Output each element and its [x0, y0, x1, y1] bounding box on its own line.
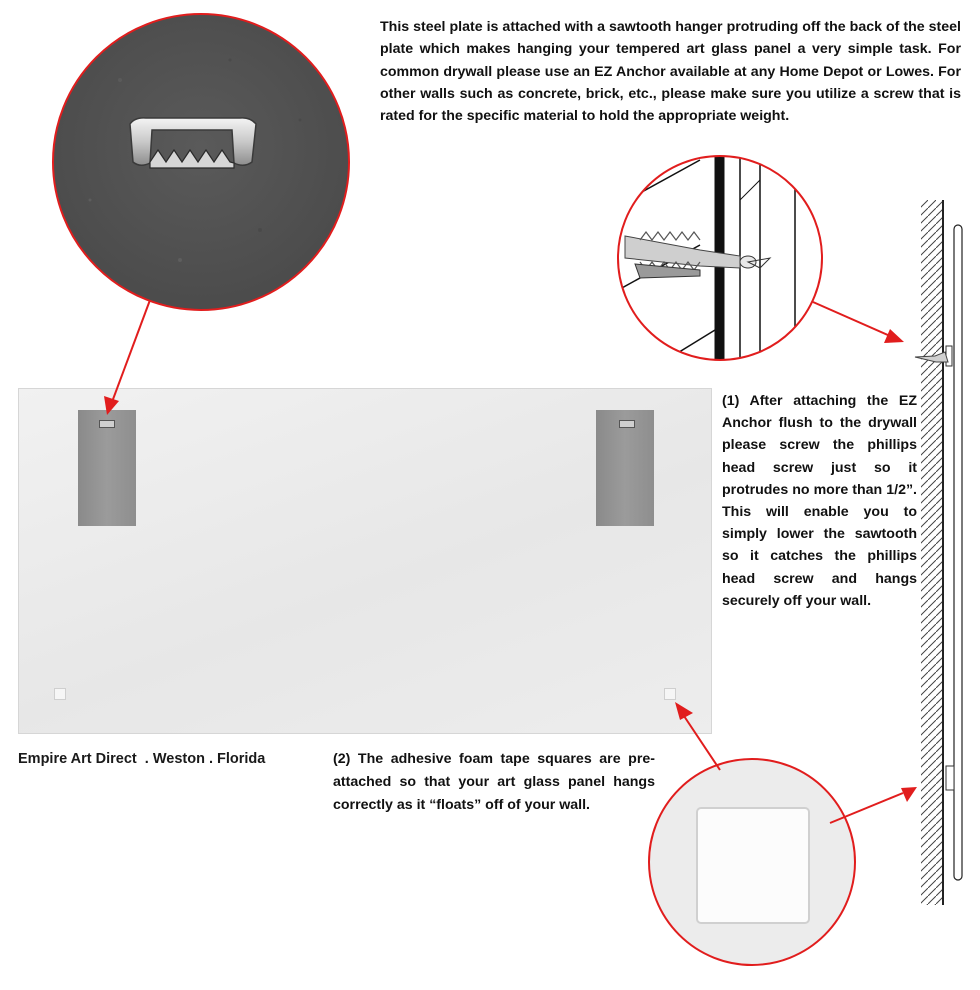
hanger-closeup-circle [53, 14, 349, 310]
ez-anchor-closeup-circle [600, 150, 822, 380]
hanger-description: This steel plate is attached with a sawtooth hanger protruding off the back of the steel plate which makes hanging your tempered art glass panel a very simple task. For common drywall please use an EZ Anchor available at any Home Depot or Lowes. For other walls such as concrete, brick, etc., please make sure you utilize a screw that is rated for the specific material to hold the appropriate weight. [380, 19, 961, 125]
ez-anchor-instructions: (1) After attaching the EZ Anchor flush to the drywall please screw the phillips head screw just so it protrudes no more than 1/2”. This will enable you to simply lower the sawtooth so it catches the phillips head screw and hangs securely off your wall. [722, 393, 917, 609]
foam-square-closeup-circle [649, 759, 855, 965]
callout-arrows [104, 300, 917, 823]
company-footer: Empire Art Direct . Weston . Florida [18, 751, 266, 767]
foam-square-icon [697, 808, 809, 923]
foam-tape-description: (2) The adhesive foam tape squares are pre-attached so that your art glass panel hangs correctly as it “floats” off of your wall. [333, 751, 655, 813]
wall-side-profile [915, 200, 962, 905]
